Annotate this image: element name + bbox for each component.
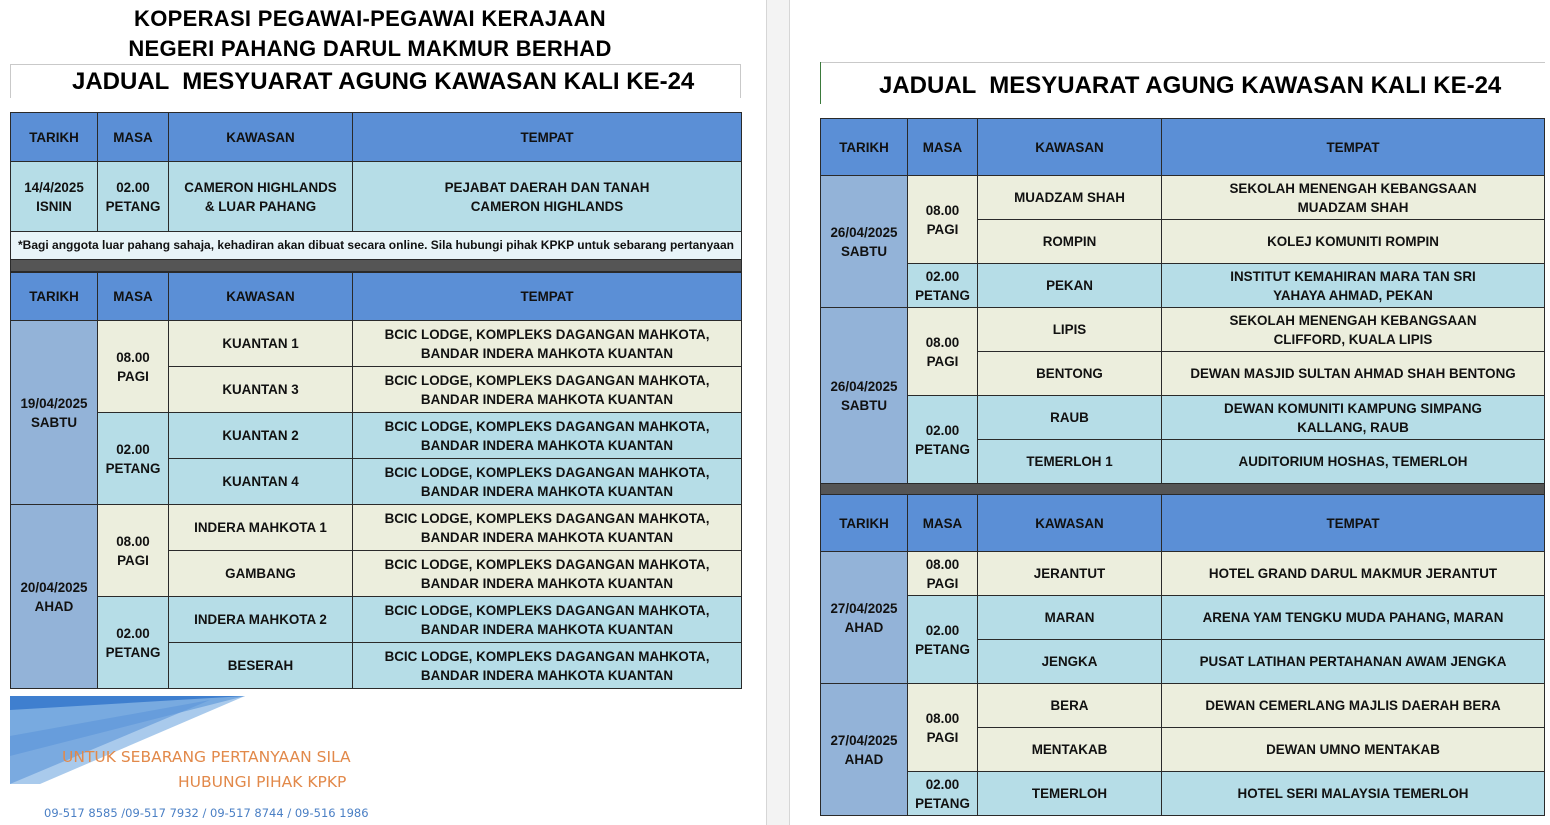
tempat-cell: BCIC LODGE, KOMPLEKS DAGANGAN MAHKOTA, BANDAR INDERA MAHKOTA KUANTAN	[353, 551, 742, 597]
header-tempat: TEMPAT	[353, 113, 742, 162]
table-header-row	[821, 495, 1545, 552]
tempat-cell: BCIC LODGE, KOMPLEKS DAGANGAN MAHKOTA, BANDAR INDERA MAHKOTA KUANTAN	[353, 505, 742, 551]
kawasan-cell: TEMERLOH	[978, 772, 1162, 816]
left-schedule-page	[0, 0, 770, 825]
tempat-cell: SEKOLAH MENENGAH KEBANGSAAN MUADZAM SHAH	[1162, 176, 1545, 220]
table-row	[821, 596, 1545, 640]
table-header-row	[11, 273, 742, 321]
kawasan-cell: INDERA MAHKOTA 2	[169, 597, 353, 643]
footer-inquiry-line1: UNTUK SEBARANG PERTANYAAN SILA	[62, 748, 351, 766]
header-masa: MASA	[98, 273, 169, 321]
time-cell: 02.00 PETANG	[908, 596, 978, 684]
note-row	[11, 232, 742, 260]
header-tempat: TEMPAT	[1162, 495, 1545, 552]
kawasan-cell: KUANTAN 2	[169, 413, 353, 459]
header-tempat: TEMPAT	[353, 273, 742, 321]
time-cell: 08.00 PAGI	[908, 684, 978, 772]
date-cell: 19/04/2025 SABTU	[11, 321, 98, 505]
footer-phone-numbers: 09-517 8585 /09-517 7932 / 09-517 8744 / 09-516 1986	[44, 806, 369, 820]
date-cell: 26/04/2025 SABTU	[821, 308, 908, 484]
kawasan-cell: ROMPIN	[978, 220, 1162, 264]
time-cell: 08.00 PAGI	[98, 321, 169, 413]
separator-row	[11, 260, 742, 272]
kawasan-cell: BENTONG	[978, 352, 1162, 396]
tempat-cell: HOTEL GRAND DARUL MAKMUR JERANTUT	[1162, 552, 1545, 596]
tempat-cell: BCIC LODGE, KOMPLEKS DAGANGAN MAHKOTA, BANDAR INDERA MAHKOTA KUANTAN	[353, 367, 742, 413]
tempat-cell: DEWAN KOMUNITI KAMPUNG SIMPANG KALLANG, RAUB	[1162, 396, 1545, 440]
footer-inquiry-line2: HUBUNGI PIHAK KPKP	[178, 773, 347, 791]
date-cell: 26/04/2025 SABTU	[821, 176, 908, 308]
kawasan-cell: KUANTAN 4	[169, 459, 353, 505]
kawasan-cell: JERANTUT	[978, 552, 1162, 596]
kawasan-cell: BESERAH	[169, 643, 353, 689]
title-top-border	[10, 64, 740, 65]
table-row	[821, 684, 1545, 728]
title-top-border	[820, 62, 1545, 63]
header-tarikh: TARIKH	[11, 273, 98, 321]
time-cell: 02.00 PETANG	[908, 772, 978, 816]
time-cell: 02.00 PETANG	[98, 413, 169, 505]
header-tempat: TEMPAT	[1162, 119, 1545, 176]
header-kawasan: KAWASAN	[978, 495, 1162, 552]
kawasan-cell: RAUB	[978, 396, 1162, 440]
page-divider	[766, 0, 790, 825]
tempat-cell: DEWAN MASJID SULTAN AHMAD SHAH BENTONG	[1162, 352, 1545, 396]
tempat-cell: INSTITUT KEMAHIRAN MARA TAN SRI YAHAYA AHMAD, PEKAN	[1162, 264, 1545, 308]
time-cell: 02.00 PETANG	[98, 597, 169, 689]
kawasan-cell: INDERA MAHKOTA 1	[169, 505, 353, 551]
header-kawasan: KAWASAN	[169, 273, 353, 321]
table-row	[11, 162, 742, 232]
page-title: JADUAL MESYUARAT AGUNG KAWASAN KALI KE-24	[72, 68, 695, 95]
kawasan-cell: LIPIS	[978, 308, 1162, 352]
tempat-cell: BCIC LODGE, KOMPLEKS DAGANGAN MAHKOTA, BANDAR INDERA MAHKOTA KUANTAN	[353, 597, 742, 643]
date-cell: 20/04/2025 AHAD	[11, 505, 98, 689]
kawasan-cell: MUADZAM SHAH	[978, 176, 1162, 220]
table-row	[821, 552, 1545, 596]
kawasan-cell: KUANTAN 3	[169, 367, 353, 413]
time-cell: 08.00 PAGI	[908, 308, 978, 396]
table-row	[821, 176, 1545, 220]
header-masa: MASA	[908, 495, 978, 552]
header-masa: MASA	[908, 119, 978, 176]
org-name-line1: KOPERASI PEGAWAI-PEGAWAI KERAJAAN	[134, 6, 606, 31]
kawasan-cell: JENGKA	[978, 640, 1162, 684]
tempat-cell: DEWAN CEMERLANG MAJLIS DAERAH BERA	[1162, 684, 1545, 728]
table-header-row	[11, 113, 742, 162]
kawasan-cell: CAMERON HIGHLANDS & LUAR PAHANG	[169, 162, 353, 232]
kawasan-cell: PEKAN	[978, 264, 1162, 308]
table-row	[11, 321, 742, 367]
org-name-line2: NEGERI PAHANG DARUL MAKMUR BERHAD	[128, 36, 612, 61]
header-kawasan: KAWASAN	[978, 119, 1162, 176]
time-cell: 08.00 PAGI	[98, 505, 169, 597]
table-row	[821, 396, 1545, 440]
table-row	[821, 264, 1545, 308]
header-kawasan: KAWASAN	[169, 113, 353, 162]
header-tarikh: TARIKH	[821, 119, 908, 176]
schedule-table-3	[820, 118, 1545, 496]
tempat-cell: PUSAT LATIHAN PERTAHANAN AWAM JENGKA	[1162, 640, 1545, 684]
kawasan-cell: TEMERLOH 1	[978, 440, 1162, 484]
title-left-border	[10, 64, 11, 98]
kawasan-cell: MARAN	[978, 596, 1162, 640]
tempat-cell: ARENA YAM TENGKU MUDA PAHANG, MARAN	[1162, 596, 1545, 640]
date-cell: 27/04/2025 AHAD	[821, 684, 908, 816]
kawasan-cell: MENTAKAB	[978, 728, 1162, 772]
tempat-cell: KOLEJ KOMUNITI ROMPIN	[1162, 220, 1545, 264]
time-cell: 08.00 PAGI	[908, 176, 978, 264]
schedule-table-2	[10, 272, 742, 689]
table-row	[821, 308, 1545, 352]
header-tarikh: TARIKH	[821, 495, 908, 552]
title-right-border	[740, 64, 741, 98]
tempat-cell: BCIC LODGE, KOMPLEKS DAGANGAN MAHKOTA, BANDAR INDERA MAHKOTA KUANTAN	[353, 321, 742, 367]
table-row	[821, 772, 1545, 816]
time-cell: 02.00 PETANG	[98, 162, 169, 232]
table-row	[11, 505, 742, 551]
header-masa: MASA	[98, 113, 169, 162]
schedule-table-4	[820, 494, 1545, 816]
title-left-border	[820, 62, 821, 104]
table-row	[11, 413, 742, 459]
tempat-cell: BCIC LODGE, KOMPLEKS DAGANGAN MAHKOTA, BANDAR INDERA MAHKOTA KUANTAN	[353, 643, 742, 689]
right-schedule-page	[790, 0, 1550, 825]
page-title: JADUAL MESYUARAT AGUNG KAWASAN KALI KE-24	[879, 72, 1502, 99]
kawasan-cell: KUANTAN 1	[169, 321, 353, 367]
online-note: *Bagi anggota luar pahang sahaja, kehadiran akan dibuat secara online. Sila hubungi pihak KPKP untuk sebarang pertanyaan	[11, 232, 742, 260]
table-header-row	[821, 119, 1545, 176]
date-cell: 27/04/2025 AHAD	[821, 552, 908, 684]
kawasan-cell: BERA	[978, 684, 1162, 728]
schedule-table-1	[10, 112, 742, 272]
kawasan-cell: GAMBANG	[169, 551, 353, 597]
header-tarikh: TARIKH	[11, 113, 98, 162]
time-cell: 02.00 PETANG	[908, 396, 978, 484]
tempat-cell: AUDITORIUM HOSHAS, TEMERLOH	[1162, 440, 1545, 484]
date-cell: 14/4/2025 ISNIN	[11, 162, 98, 232]
time-cell: 08.00 PAGI	[908, 552, 978, 596]
tempat-cell: DEWAN UMNO MENTAKAB	[1162, 728, 1545, 772]
tempat-cell: HOTEL SERI MALAYSIA TEMERLOH	[1162, 772, 1545, 816]
tempat-cell: BCIC LODGE, KOMPLEKS DAGANGAN MAHKOTA, BANDAR INDERA MAHKOTA KUANTAN	[353, 413, 742, 459]
tempat-cell: PEJABAT DAERAH DAN TANAH CAMERON HIGHLANDS	[353, 162, 742, 232]
time-cell: 02.00 PETANG	[908, 264, 978, 308]
table-row	[11, 597, 742, 643]
tempat-cell: SEKOLAH MENENGAH KEBANGSAAN CLIFFORD, KUALA LIPIS	[1162, 308, 1545, 352]
tempat-cell: BCIC LODGE, KOMPLEKS DAGANGAN MAHKOTA, BANDAR INDERA MAHKOTA KUANTAN	[353, 459, 742, 505]
